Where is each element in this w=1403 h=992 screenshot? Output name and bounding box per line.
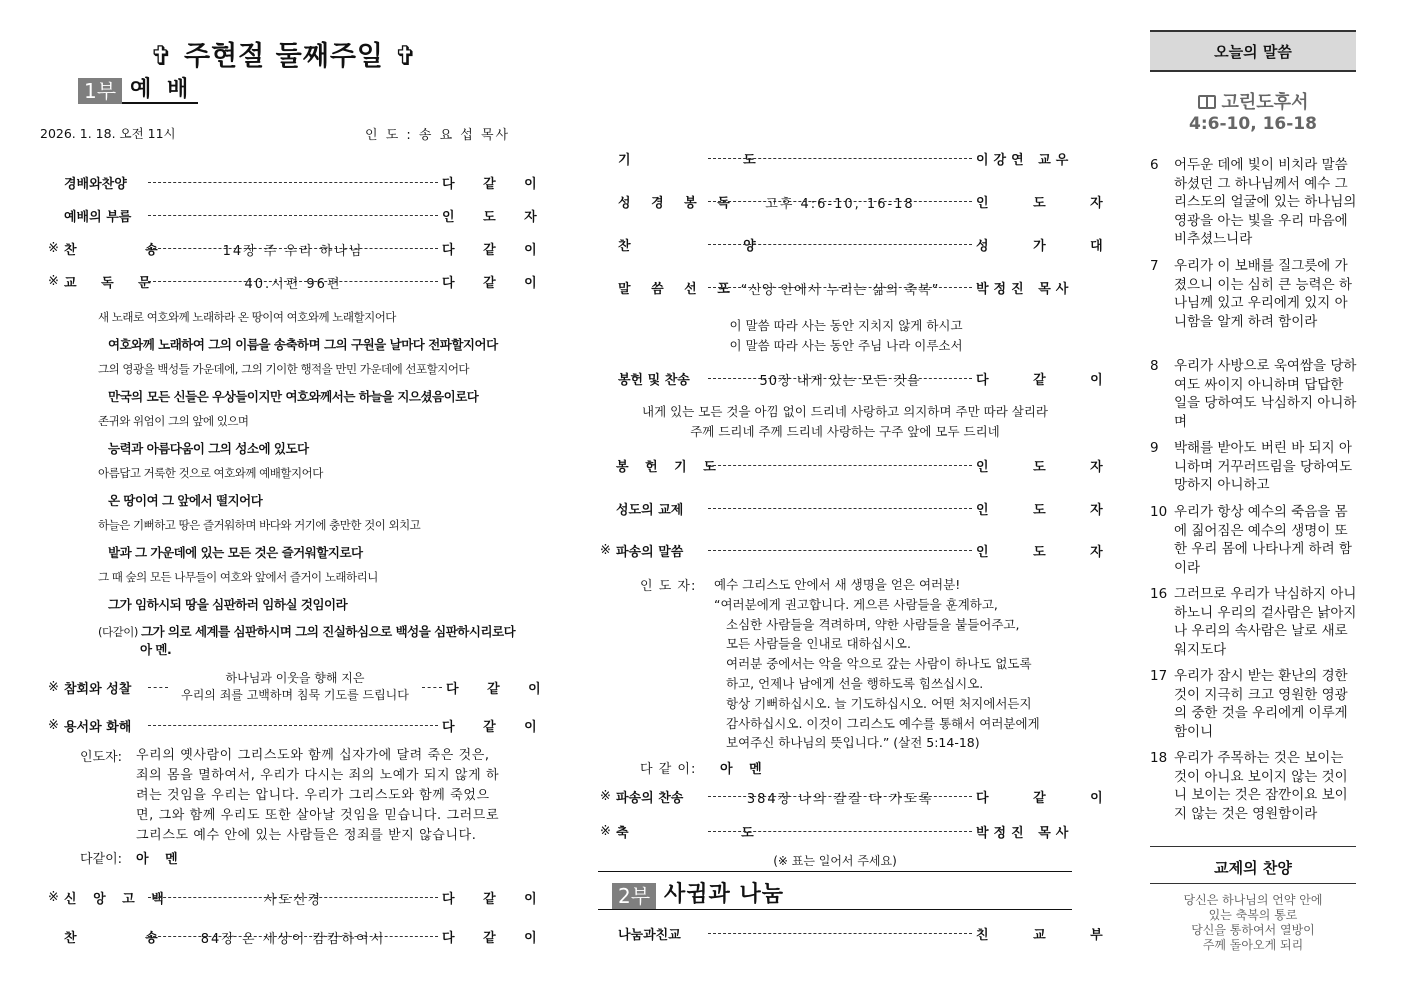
offering-song-lyrics: 내게 있는 모든 것을 아낌 없이 드리네 사랑하고 의지하며 주만 따라 살리라 주께 드리네 주께 드리네 사랑하는 구주 앞에 모두 드리네 [642,404,1048,439]
forgive-amen: 아 멘 [136,852,184,867]
forgive-all-label: 다같이: [80,852,123,867]
verse-item: 17 우리가 잠시 받는 환난의 경한 것이 지극히 크고 영원한 영광의 중한 것을 우리에게 이루게 함이니 [1150,668,1348,740]
order-item: ※ 찬 송 14장 주 우리 하나님 다 같 이 [48,240,549,259]
verse-item: 18 우리가 주목하는 것은 보이는 것이 아니요 보이지 않는 것이니 보이는 것은 잠깐이요 보이지 않는 것은 영원함이라 [1150,750,1348,822]
service-date: 2026. 1. 18. 오전 11시 [40,126,176,141]
todays-word-header: 오늘의 말씀 [1150,30,1356,72]
section-divider [598,871,1072,872]
psalm-line: 그가 임하시되 땅을 심판하러 임하실 것임이라 [108,597,348,612]
order-mid2-list [600,455,1123,560]
psalm-last-line: (다같이) 그가 의로 세계를 심판하시며 그의 진실하심으로 백성을 심판하시리로다 [98,624,516,639]
order-item: 성 경 봉 독 고후 4:6-10, 16-18 인 도 자 [618,195,1123,212]
order-item: 경배와찬양 다 같 이 [64,176,549,192]
order-mid3-list [600,786,1123,841]
verse-item: 10 우리가 항상 예수의 죽음을 몸에 짊어짐은 예수의 생명이 또한 우리 몸에 나타나게 하려 함이라 [1150,504,1352,576]
order-item: 봉 헌 기 도 인 도 자 [616,459,1123,475]
sermon-response: 이 말씀 따라 사는 동안 지치지 않게 하시고 이 말씀 따라 사는 동안 주님 나라 이루소서 [729,318,963,353]
order-item: 성도의 교제 인 도 자 [616,502,1123,518]
verse-item: 9 박해를 받아도 버린 바 되지 아니하며 거꾸러뜨림을 당하여도 망하지 아니하고 [1150,440,1353,493]
order-item: ※ 파송의 찬송 384장 나의 갈길 다 가도록 다 같 이 [600,788,1123,807]
fellowship-song-lyrics: 당신은 하나님의 언약 안에 있는 축복의 통로 당신을 통하여서 열방이 주께 돌아오게 되리 [1183,893,1323,952]
fellowship-song-title: 교제의 찬양 [1214,859,1292,877]
psalm-line: 그 때 숲의 모든 나무들이 여호와 앞에서 즐거이 노래하리니 [98,570,378,584]
psalm-line: 밭과 그 가운데에 있는 모든 것은 즐거워할지로다 [108,545,363,560]
scripture-reference: 4:6-10, 16-18 [1189,114,1317,134]
order-item: 예배의 부름 인 도 자 [64,209,549,225]
service-leader: 인 도 : 송 요 섭 목사 [365,128,511,143]
psalm-line: 만국의 모든 신들은 우상들이지만 여호와께서는 하늘을 지으셨음이로다 [108,389,479,404]
psalm-amen: 아 멘. [140,642,172,657]
sidebar-divider [1150,883,1356,884]
order-item: 말 씀 선 포 “신앙 안에서 누리는 삶의 축복” 박정진 목사 [618,281,1074,298]
creed-row: ※ 신 앙 고 백 사도신경 다 같 이 [48,889,549,908]
sending-amen: 아 멘 [720,762,768,777]
psalm-line: 그의 영광을 백성들 가운데에, 그의 기이한 행적을 만민 가운데에 선포할지어다 [98,362,470,376]
order-item: ※ 축 도 박정진 목사 [600,823,1074,841]
sending-text: 예수 그리스도 안에서 새 생명을 얻은 여러분! “여러분에게 권고합니다. 게으른 사람들을 훈계하고, 소심한 사람들을 격려하며, 약한 사람들을 붙들어주고, 모든 사람들을 인내로 대하십시오. 여러분 중에서는 악을 악으로 갚는 사람이 하나도 없도록 하고, 언제나 남에게 선을 행하도록 힘쓰십시오. 항상 기뻐하십시오. 늘 기도하십시오. 어떤 처지에서든지 감사하십시오. 이것이 그리스도 예수를 통해서 여러분에게 보여주신 하나님의 뜻입니다.” (살전 5:14-18) [714,577,1040,751]
psalm-line: 여호와께 노래하여 그의 이름을 송축하며 그의 구원을 날마다 전파할지어다 [108,337,498,352]
part2-name: 사귐과 나눔 [664,882,784,907]
order-mid-list [618,148,1123,298]
offering-row: 봉헌 및 찬송 50장 내게 있는 모든 것을 다 같 이 [618,372,1123,389]
verse-item: 7 우리가 이 보배를 질그릇에 가졌으니 이는 심히 큰 능력은 하나님께 있고 우리에게 있지 아니함을 알게 하려 함이라 [1150,258,1352,330]
order-item: ※ 파송의 말씀 인 도 자 [600,542,1123,560]
psalm-line: 능력과 아름다움이 그의 성소에 있도다 [108,441,309,456]
verse-item: 8 우리가 사방으로 욱여쌈을 당하여도 싸이지 아니하며 답답한 일을 당하여도 낙심하지 아니하며 [1150,358,1357,430]
psalm-line: 존귀와 위엄이 그의 앞에 있으며 [98,414,249,428]
part1-name: 예 배 [122,78,198,104]
closing-hymn-row: 찬 송 84장 온 세상이 캄캄하여서 다 같 이 [64,930,549,947]
scripture-book: 고린도후서 [1150,88,1356,114]
part2-number: 2부 [612,883,656,909]
bulletin-title: ✞ 주현절 둘째주일 ✞ [150,41,419,72]
part2-heading [612,883,790,909]
book-icon [1198,95,1216,109]
section-divider [598,909,1072,910]
sending-leader-label: 인 도 자: [640,579,697,594]
psalm-line: 하늘은 기뻐하고 땅은 즐거워하며 바다와 거기에 충만한 것이 외치고 [98,518,421,532]
sidebar-divider [1150,846,1356,847]
order-left-list [48,172,549,304]
psalm-line: 온 땅이여 그 앞에서 떨지어다 [108,493,263,508]
verse-item: 16 그러므로 우리가 낙심하지 아니하노니 우리의 겉사람은 낡아지나 우리의 속사람은 날로 새로워지도다 [1150,586,1357,658]
forgive-text: 우리의 옛사람이 그리스도와 함께 십자가에 달려 죽은 것은, 죄의 몸을 멸하여서, 우리가 다시는 죄의 노예가 되지 않게 하 려는 것임을 우리는 압니다. 우리가 그리스도와 함께 죽었으 면, 그와 함께 우리도 또한 살아날 것임을 믿습니다. 그러므로 그리스도 예수 안에 있는 사람들은 정죄를 받지 않습니다. [136,748,500,843]
order-item: 기 도 이강연 교우 [618,152,1074,168]
order-item: 찬 양 성 가 대 [618,238,1123,254]
forgive-row: ※ 용서와 화해 다 같 이 [48,717,549,735]
confession-row: ※ 참회와 성찰 하나님과 이웃을 향해 지은 우리의 죄를 고백하며 침묵 기도를 드립니다 다 같 이 [48,671,553,702]
verse-item: 6 어두운 데에 빛이 비치라 말씀하셨던 그 하나님께서 예수 그리스도의 얼굴에 있는 하나님의 영광을 아는 빛을 우리 마음에 비추셨느니라 [1150,157,1357,247]
psalm-line: 아름답고 거룩한 것으로 여호와께 예배할지어다 [98,466,323,480]
fellowship-row: 나눔과친교 친 교 부 [618,927,1123,943]
stand-note: (※ 표는 일어서 주세요) [773,854,897,868]
forgive-leader-label: 인도자: [80,750,123,765]
order-item: ※ 교 독 문 40.시편 96편 다 같 이 [48,273,549,292]
part1-number: 1부 [78,78,122,104]
part1-heading [78,78,198,104]
sending-all-label: 다 같 이: [640,762,697,777]
psalm-line: 새 노래로 여호와께 노래하라 온 땅이여 여호와께 노래할지어다 [98,310,396,324]
